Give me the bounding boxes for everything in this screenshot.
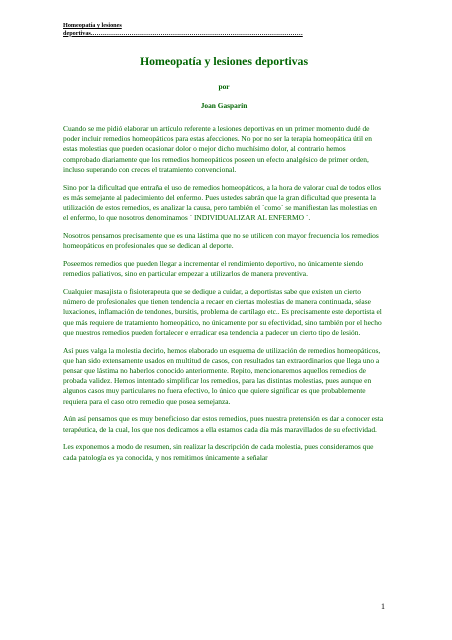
author-name: Joan Gasparín <box>200 101 248 110</box>
running-head-line-1: Homeopatía y lesiones <box>63 22 122 29</box>
running-head <box>63 22 323 37</box>
paragraph: Sino por la dificultad que entraña el uso de remedios homeopáticos, a la hora de valorar cual de todos ellos es más semejante al padecimiento del enfermo. Pues ustedes sabrán que la gran dificultad que presenta la utilización de estos remedios, es analizar la causa, pero también el ´como´ se manifiestan las molestias en el enfermo, lo que nosotros denominamos ´ INDIVIDUALIZAR AL ENFERMO ´. <box>63 182 382 223</box>
paragraph: Cualquier masajista o fisioterapeuta que se dedique a cuidar, a deportistas sabe que existen un cierto número de profesionales que tienen tendencia a recaer en ciertas molestias de manera continuada, séase luxaciones, inflamación de tendones, bursitis, problema de cartílago etc.. Es precisamente este deportista el que más requiere de tratamiento homeopático, no únicamente por su efectividad, sino también por el hecho que nuestros remedios pueden fortalecer e erradicar esa tendencia a padecer un cierto tipo de lesión. <box>63 287 382 337</box>
page-number: 1 <box>381 602 385 611</box>
document-body <box>63 124 384 470</box>
paragraph: Aún así pensamos que es muy beneficioso dar estos remedios, pues nuestra pretensión es dar a conocer esta terapéutica, de la cual, los que nos dedicamos a ella estamos cada día más maravillados de su efectividad. <box>63 414 384 434</box>
paragraph: Les exponemos a modo de resumen, sin realizar la descripción de cada molestia, pues consideramos que cada patología es ya conocida, y nos remitimos únicamente a señalar <box>63 442 374 462</box>
paragraph: Nosotros pensamos precisamente que es una lástima que no se utilicen con mayor frecuencia los remedios homeopáticos en profesionales que se dedican al deporte. <box>63 231 379 251</box>
byline: por <box>218 82 230 91</box>
paragraph: Así pues valga la molestia decirlo, hemos elaborado un esquema de utilización de remedios homeopáticos, que han sido extensamente usados en multitud de casos, con resultados tan extraordinarios que llega uno a pensar que lástima no haberlos conocido anteriormente. Repito, mencionaremos aquellos remedios de probada validez. Hemos intentado simplificar los remedios, para las distintas molestias, pues aunque en algunos casos muy particulares no fuera efectivo, lo único que quiere significar es que probablemente requiera para el caso otro remedio que posea semejanza. <box>63 345 381 406</box>
document-title: Homeopatía y lesiones deportivas <box>139 54 309 68</box>
paragraph: Poseemos remedios que pueden llegar a incrementar el rendimiento deportivo, no únicamente siendo remedios paliativos, sino en particular empezar a utilizarlos de manera preventiva. <box>63 259 364 279</box>
paragraph: Cuando se me pidió elaborar un artículo referente a lesiones deportivas en un primer momento dudé de poder incluir remedios homeopáticos para estas afecciones. No por no ser la terapia homeopática útil en estas molestias que pueden ocasionar dolor o mejor dicho muchísimo dolor, al contrario hemos comprobado diariamente que los remedios homeopáticos poseen un efecto analgésico de primer orden, incluso superando con creces el tratamiento convencional. <box>63 124 372 174</box>
running-head-line-2: deportivas.………………………………………………………………………………………… <box>63 29 303 37</box>
